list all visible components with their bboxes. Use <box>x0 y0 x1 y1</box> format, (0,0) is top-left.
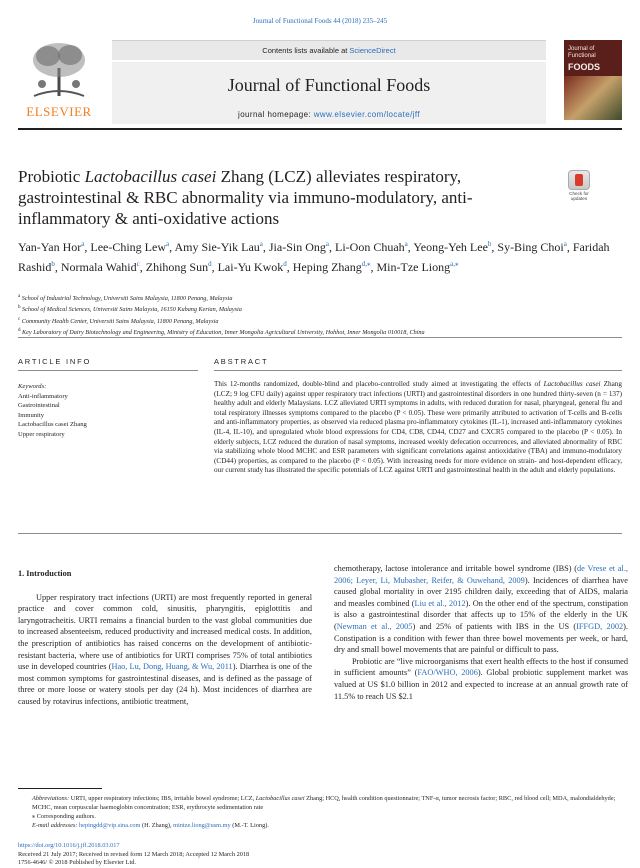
text-run: Zhang; HCQ, health condition questionnaire; TNF-α, tumor necrosis factor; RBC, red blood cell; MDA, malondialdehyde; MCHC, mean corpuscular haemoglobin concentration; ESR, erythrocyte sedimentation rate <box>32 795 616 811</box>
citation-link[interactable]: de Vrese et al., 2006; Leyer, Li, Mubasher, Reifer, & Ouwehand, 2009 <box>334 564 628 585</box>
author-affiliation-marker[interactable]: d,⁎ <box>361 260 371 268</box>
cover-line-3: FOODS <box>568 62 601 72</box>
keyword-item: Gastrointestinal <box>18 402 60 410</box>
title-part: Zhang (LCZ) alleviates respiratory, gastrointestinal & RBC abnormality via immuno-modulatory, anti-inflammatory & anti-oxidative actions <box>18 167 473 228</box>
keyword-item: Immunity <box>18 411 45 419</box>
affiliation-text: School of Industrial Technology, Universiti Sains Malaysia, 11800 Penang, Malaysia <box>20 295 233 303</box>
text-run: URTI, upper respiratory infections; IBS, irritable bowel syndrome; LCZ, <box>69 795 256 802</box>
author-affiliation-marker[interactable]: a <box>563 240 567 248</box>
contents-available-line <box>112 40 546 60</box>
keywords-label: Keywords: <box>18 383 47 390</box>
crossmark-label: Check for updates <box>569 191 589 202</box>
author-name[interactable]: Li-Oon Chuah <box>335 240 405 254</box>
author-affiliation-marker[interactable]: a <box>325 240 329 248</box>
journal-homepage-link[interactable]: www.elsevier.com/locate/jff <box>313 110 420 119</box>
affiliation-marker: d <box>18 328 21 334</box>
author-name[interactable]: Min-Tze Liong <box>376 260 451 274</box>
author-name[interactable]: Lee-Ching Lew <box>90 240 166 254</box>
article-info-heading: ARTICLE INFO <box>18 357 92 366</box>
intro-paragraph-cont <box>334 563 628 656</box>
check-for-updates-badge[interactable] <box>562 170 596 206</box>
author-affiliation-marker[interactable]: a <box>259 240 263 248</box>
author-affiliation-marker[interactable]: a <box>404 240 408 248</box>
abstract-text <box>214 380 622 476</box>
affiliation-item <box>18 315 622 326</box>
journal-cover-thumbnail[interactable] <box>564 40 622 120</box>
author-affiliation-marker[interactable]: b <box>51 260 55 268</box>
affiliation-item <box>18 292 622 303</box>
citation-link[interactable]: Hao, Lu, Dong, Huang, & Wu, 2011 <box>111 662 233 672</box>
journal-masthead <box>18 36 622 124</box>
abbreviations-label: Abbreviations: <box>32 795 70 802</box>
abbreviations-note <box>18 794 622 812</box>
cover-line-1: Journal of <box>568 46 595 52</box>
cover-line-2: Functional <box>568 53 596 59</box>
email-link[interactable]: hepingdd@vip.sina.com <box>79 822 141 829</box>
author-name[interactable]: Normala Wahid <box>60 260 137 274</box>
keyword-item: Lactobacillus casei Zhang <box>18 421 87 429</box>
intro-paragraph <box>18 592 312 708</box>
intro-paragraph-2 <box>334 656 628 702</box>
affiliation-marker: c <box>18 316 21 322</box>
cover-title <box>568 46 596 60</box>
text-run: Upper respiratory tract infections (URTI) are most frequently reported in general practice and cover common cold, sinusitis, pharyngitis, epiglottitis and laryngotracheitis. URTI remains a financial burden to the vast global communities due to increased absenteeism, reduced productivity and increased medical costs. In addition, the prescription of antibiotics has raised concerns on the development of antibiotic-resistant bacteria, where use of antibiotics for URTI comprises 75% of total antibiotics use in developed countries ( <box>18 592 312 672</box>
abstract-end-rule <box>18 533 622 534</box>
affiliation-text: Community Health Center, Universiti Sains Malaysia, 11800 Penang, Malaysia <box>20 318 219 325</box>
citation-link[interactable]: Liu et al., 2012 <box>414 598 466 608</box>
text-run: Lactobacillus casei <box>255 795 305 802</box>
elsevier-wordmark: ELSEVIER <box>26 104 92 119</box>
sciencedirect-link[interactable]: ScienceDirect <box>349 46 396 55</box>
intro-left-column <box>18 568 312 708</box>
text-run: Probiotic are “live microorganisms that exert health effects to the host if consumed in sufficient amounts” ( <box>334 656 628 678</box>
affiliation-marker: a <box>18 294 21 299</box>
article-title <box>18 166 548 229</box>
abstract-part: Zhang (LCZ; 9 log CFU daily) against upper respiratory tract infections (URTI) and gastrointestinal disorders in one hundred thirty-seven (n = 137) healthy adult and elderly Malaysians. LCZ alleviated URTI symptoms in adults, with reduced duration for nasal, pharyngeal, general flu and total respiratory illnesses symptoms compared to the placebo (P < 0.05). These were primarily attributed to activation of T-cells and B-cells and anti-inflammatory properties, as observed via reduced plasma pro-inflammatory cytokines (IL-1), increased anti-inflammatory cytokines (IL-4, IL-10), and upregulated whole blood expressions for CD4, CD8, CD44, CD27 and CXCR5 compared to the placebo (P < 0.05). In elderly subjects, LCZ reduced the duration of nasal symptoms, increased weekly defecation occurrences, and alleviated abnormality of RBC via stabilizing whole blood MCHC and ESR parameters with significant correlations against antioxidative (TBA) and immuno-modulatory (CD44) properties, as compared to the placebo (P < 0.05). With increasing needs for more evidence on strain- and host-dependent efficacy, our current study has illustrated the specific potentials of LCZ against URTI and gastrointestinal health in the adult and elderly populations. <box>214 380 622 475</box>
author-affiliation-marker[interactable]: a <box>81 240 85 248</box>
text-run: (H. Zhang), <box>140 822 174 829</box>
author-affiliation-marker[interactable]: d <box>208 260 212 268</box>
abstract-species: Lactobacillus casei <box>543 380 601 388</box>
author-affiliation-marker[interactable]: b <box>487 240 492 248</box>
text-run: ). Incidences of diarrhea have caused global mortality in over 2195 children daily, exceeding that of AIDS, malaria and measles combined ( <box>334 575 628 608</box>
author-affiliation-marker[interactable]: a <box>166 240 170 248</box>
author-name[interactable]: Faridah Rashid <box>18 240 610 274</box>
email-note <box>18 821 622 830</box>
masthead-rule <box>18 128 622 130</box>
author-name[interactable]: Sy-Bing Choi <box>497 240 564 254</box>
author-name[interactable]: Zhihong Sun <box>145 260 209 274</box>
crossmark-icon <box>568 170 590 190</box>
homepage-prefix: journal homepage: <box>238 110 314 119</box>
author-name[interactable]: Amy Sie-Yik Lau <box>174 240 260 254</box>
author-affiliation-marker[interactable]: c <box>136 260 140 268</box>
text-run: ). Constipation is a condition with fewer than three bowel movements per week, or hard, dry and small bowel movements that are painful or difficult to pass. <box>334 621 628 655</box>
title-species: Lactobacillus casei <box>84 167 217 186</box>
journal-citation[interactable]: Journal of Functional Foods 44 (2018) 235–245 <box>252 17 388 25</box>
text-run: ). Diarrhea is one of the most common symptoms for gastrointestinal diseases, and is defined as the passage of three or more loose or watery stools per day (24 h). Most incidences of diarrhea are caused by rotavirus infections, antibiotic treatment, <box>18 662 312 706</box>
citation-link[interactable]: IFFGD, 2002 <box>576 621 624 631</box>
text-run: chemotherapy, lactose intolerance and irritable bowel syndrome (IBS) ( <box>334 564 578 573</box>
issn-copyright: 1756-4646/ © 2018 Published by Elsevier Ltd. <box>18 859 136 867</box>
author-name[interactable]: Yeong-Yeh Lee <box>413 240 488 254</box>
footnote-rule <box>18 788 102 789</box>
text-run: ) and 25% of patients with IBS in the US ( <box>412 621 577 631</box>
author-name[interactable]: Yan-Yan Hor <box>18 240 82 254</box>
author-name[interactable]: Jia-Sin Ong <box>268 240 326 254</box>
author-name[interactable]: Lai-Yu Kwok <box>217 260 284 274</box>
footnotes <box>18 794 622 830</box>
abstract-heading: ABSTRACT <box>214 357 269 366</box>
intro-heading: 1. Introduction <box>18 569 72 578</box>
citation-link[interactable]: FAO/WHO, 2006 <box>417 668 478 678</box>
keyword-list <box>18 392 87 439</box>
journal-name: Journal of Functional Foods <box>112 62 546 108</box>
affiliation-marker: b <box>18 305 21 311</box>
publication-info <box>18 842 622 868</box>
intro-right-column <box>334 563 628 702</box>
article-info-rule <box>18 370 198 371</box>
keyword-item: Anti-inflammatory <box>18 393 68 400</box>
author-name[interactable]: Heping Zhang <box>292 260 362 274</box>
affiliation-item <box>18 303 622 314</box>
affiliation-rule <box>18 337 622 338</box>
affiliation-list <box>18 292 622 338</box>
elsevier-tree-icon <box>24 38 94 100</box>
elsevier-logo[interactable] <box>18 38 100 122</box>
keyword-item: Upper respiratory <box>18 430 65 438</box>
masthead-center <box>112 40 546 120</box>
received-dates: Received 21 July 2017; Received in revised form 12 March 2018; Accepted 12 March 2018 <box>18 850 250 858</box>
cover-image <box>564 76 622 120</box>
contents-prefix: Contents lists available at <box>262 46 350 55</box>
text-run: (M.-T. Liong). <box>230 822 269 829</box>
author-affiliation-marker[interactable]: d <box>283 260 287 268</box>
journal-homepage-line <box>112 108 546 124</box>
author-affiliation-marker[interactable]: a,⁎ <box>450 260 459 268</box>
text-run: ). Global probiotic supplement market was valued at US $1.0 billion in 2012 and expected to increase at an annual growth rate of 11.5% to reach US $2.1 <box>334 668 629 701</box>
citation-link[interactable]: Newman et al., 2005 <box>336 621 413 631</box>
abstract-rule <box>214 370 622 371</box>
email-link[interactable]: mintze.liong@usm.my <box>173 822 231 829</box>
email-label: E-mail addresses: <box>32 822 78 829</box>
title-part: Probiotic <box>18 167 85 186</box>
abstract-part: This 12-months randomized, double-blind and placebo-controlled study aimed at investigating the effects of <box>214 380 544 388</box>
author-list: Yan-Yan Hor$^a$, Lee-Ching Lew$^a$, Amy Sie-Yik Lau$^a$, Jia-Sin Ong$^a$, Li-Oon Chuah$^a$, Yeong-Yeh Lee$^b$, Sy-Bing Choi$^a$, Faridah Rashid$^b$, Normala Wahid$^c$, Zhihong Sun$^d$, Lai-Yu Kwok$^d$, Heping Zhang$^{d,⁎}$, Min-Tze Liong$^{a,⁎}$ <box>18 240 610 274</box>
affiliation-text: Key Laboratory of Dairy Biotechnology and Engineering, Ministry of Education, Inner Mongolia Agricultural University, Hohhot, Inner Mongolia 010018, China <box>20 329 425 337</box>
corresponding-note: ⁎ Corresponding authors. <box>32 813 96 820</box>
text-run: ). On the other end of the spectrum, constipation is also a gastrointestinal disorder that affects up to 15% of the elderly in the UK ( <box>334 598 629 631</box>
affiliation-text: School of Medical Sciences, Universiti Sains Malaysia, 16150 Kubang Kerian, Malaysia <box>20 306 242 314</box>
doi-link[interactable]: https://doi.org/10.1016/j.jff.2018.03.017 <box>18 842 120 849</box>
